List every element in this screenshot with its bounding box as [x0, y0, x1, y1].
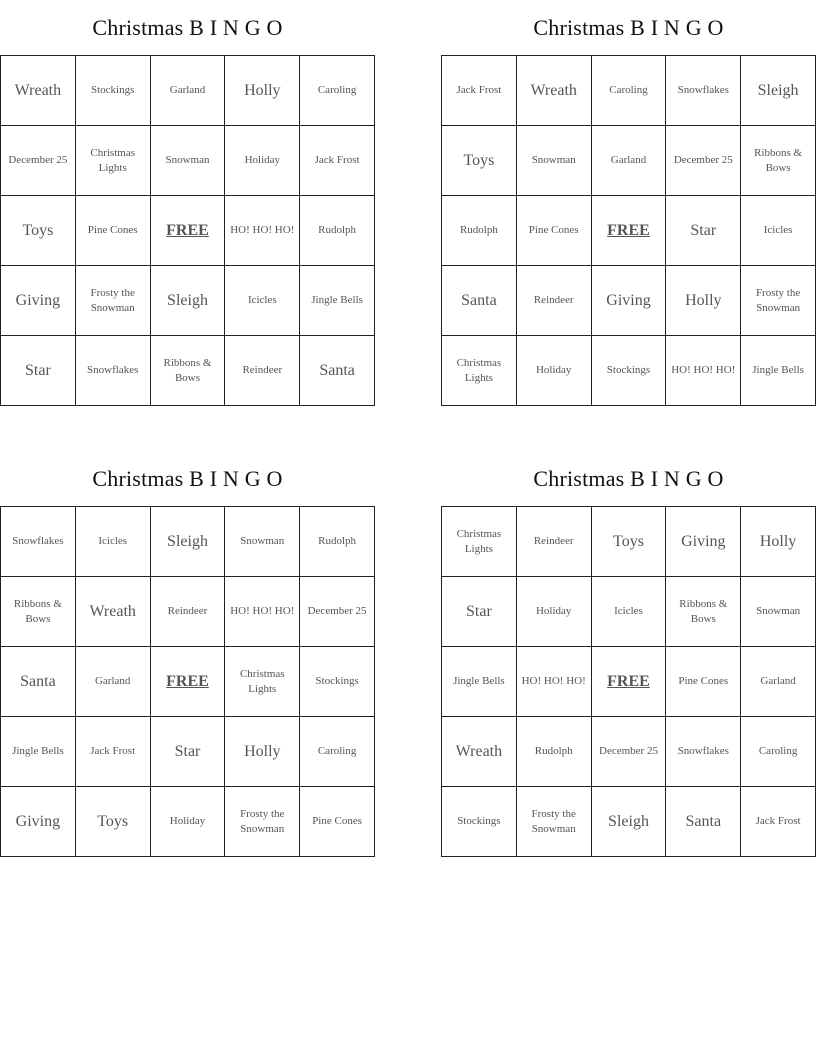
bingo-cell: Ribbons & Bows — [150, 336, 225, 406]
bingo-grid — [0, 55, 375, 406]
bingo-cell: Stockings — [300, 647, 375, 717]
bingo-cell: Stockings — [75, 56, 150, 126]
free-space: FREE — [591, 196, 666, 266]
bingo-cell: HO! HO! HO! — [225, 577, 300, 647]
bingo-cell: Frosty the Snowman — [516, 787, 591, 857]
bingo-row — [442, 336, 816, 406]
bingo-cell: Sleigh — [150, 507, 225, 577]
bingo-cell: Reindeer — [516, 266, 591, 336]
bingo-card-3 — [0, 451, 375, 835]
bingo-row — [442, 126, 816, 196]
bingo-cell: Santa — [442, 266, 517, 336]
bingo-cell: Jack Frost — [741, 787, 816, 857]
bingo-cell: Holiday — [150, 787, 225, 857]
bingo-cell: Reindeer — [150, 577, 225, 647]
bingo-cell: Snowflakes — [666, 56, 741, 126]
bingo-grid — [0, 506, 375, 857]
bingo-cell: Pine Cones — [75, 196, 150, 266]
bingo-card-2 — [441, 0, 816, 384]
bingo-cell: Garland — [75, 647, 150, 717]
bingo-cell: Toys — [591, 507, 666, 577]
bingo-row — [442, 56, 816, 126]
bingo-cell: Star — [442, 577, 517, 647]
bingo-cell: Sleigh — [591, 787, 666, 857]
card-title: Christmas B I N G O — [533, 466, 724, 491]
bingo-cell: Rudolph — [442, 196, 517, 266]
bingo-cell: Rudolph — [300, 507, 375, 577]
bingo-cell: Wreath — [1, 56, 76, 126]
bingo-cell: Pine Cones — [666, 647, 741, 717]
bingo-row — [1, 717, 375, 787]
bingo-cell: Snowman — [150, 126, 225, 196]
free-space: FREE — [591, 647, 666, 717]
bingo-cell: December 25 — [300, 577, 375, 647]
bingo-cell: Holiday — [225, 126, 300, 196]
bingo-cell: Jack Frost — [442, 56, 517, 126]
free-space: FREE — [150, 647, 225, 717]
bingo-cell: Star — [150, 717, 225, 787]
bingo-cell: Wreath — [75, 577, 150, 647]
card-title: Christmas B I N G O — [92, 15, 283, 40]
bingo-row — [442, 717, 816, 787]
bingo-row — [1, 56, 375, 126]
bingo-cell: Caroling — [300, 717, 375, 787]
bingo-cell: Caroling — [741, 717, 816, 787]
bingo-cell: Giving — [1, 266, 76, 336]
bingo-cell: Icicles — [75, 507, 150, 577]
bingo-cell: Ribbons & Bows — [741, 126, 816, 196]
bingo-cell: Rudolph — [300, 196, 375, 266]
bingo-cell: Reindeer — [516, 507, 591, 577]
bingo-cell: Icicles — [591, 577, 666, 647]
bingo-cell: Jingle Bells — [1, 717, 76, 787]
bingo-row — [1, 577, 375, 647]
bingo-grid — [441, 506, 816, 857]
bingo-cell: Frosty the Snowman — [75, 266, 150, 336]
bingo-cell: Santa — [300, 336, 375, 406]
bingo-cell: Wreath — [516, 56, 591, 126]
bingo-cell: Holiday — [516, 336, 591, 406]
bingo-cell: Christmas Lights — [442, 336, 517, 406]
bingo-cell: Star — [666, 196, 741, 266]
bingo-cell: Stockings — [591, 336, 666, 406]
bingo-cell: Snowflakes — [1, 507, 76, 577]
bingo-cell: Sleigh — [741, 56, 816, 126]
bingo-cell: December 25 — [1, 126, 76, 196]
bingo-table — [441, 55, 816, 406]
bingo-cell: Frosty the Snowman — [741, 266, 816, 336]
bingo-row — [442, 787, 816, 857]
bingo-cell: Frosty the Snowman — [225, 787, 300, 857]
bingo-cell: Garland — [150, 56, 225, 126]
bingo-cell: Ribbons & Bows — [666, 577, 741, 647]
bingo-cell: Sleigh — [150, 266, 225, 336]
bingo-card-1 — [0, 0, 375, 384]
bingo-cell: Santa — [1, 647, 76, 717]
bingo-grid — [441, 55, 816, 406]
bingo-table — [0, 55, 375, 406]
bingo-cell: Santa — [666, 787, 741, 857]
bingo-table — [0, 506, 375, 857]
bingo-cell: HO! HO! HO! — [666, 336, 741, 406]
bingo-cell: Snowflakes — [666, 717, 741, 787]
bingo-cell: Pine Cones — [516, 196, 591, 266]
bingo-cell: Holly — [666, 266, 741, 336]
bingo-cell: Snowman — [741, 577, 816, 647]
bingo-cell: Giving — [1, 787, 76, 857]
bingo-cell: Garland — [591, 126, 666, 196]
bingo-cell: Star — [1, 336, 76, 406]
bingo-cell: December 25 — [666, 126, 741, 196]
bingo-cell: Wreath — [442, 717, 517, 787]
bingo-cell: Stockings — [442, 787, 517, 857]
bingo-row — [442, 196, 816, 266]
bingo-cell: Caroling — [300, 56, 375, 126]
free-space: FREE — [150, 196, 225, 266]
bingo-cell: Pine Cones — [300, 787, 375, 857]
bingo-row — [442, 507, 816, 577]
bingo-cell: Snowflakes — [75, 336, 150, 406]
bingo-row — [442, 647, 816, 717]
bingo-cell: Christmas Lights — [75, 126, 150, 196]
bingo-cell: Jack Frost — [300, 126, 375, 196]
bingo-cell: Garland — [741, 647, 816, 717]
bingo-cell: Toys — [1, 196, 76, 266]
bingo-cell: Giving — [666, 507, 741, 577]
bingo-cell: December 25 — [591, 717, 666, 787]
bingo-row — [1, 507, 375, 577]
bingo-cell: Holly — [225, 717, 300, 787]
bingo-cell: Jack Frost — [75, 717, 150, 787]
bingo-cell: Jingle Bells — [442, 647, 517, 717]
card-title: Christmas B I N G O — [533, 15, 724, 40]
bingo-row — [1, 126, 375, 196]
bingo-cell: Icicles — [225, 266, 300, 336]
bingo-cell: Toys — [75, 787, 150, 857]
bingo-cell: Giving — [591, 266, 666, 336]
bingo-row — [1, 647, 375, 717]
bingo-cell: HO! HO! HO! — [225, 196, 300, 266]
bingo-row — [1, 196, 375, 266]
bingo-cell: Holly — [741, 507, 816, 577]
bingo-row — [1, 787, 375, 857]
bingo-row — [442, 577, 816, 647]
bingo-cell: Christmas Lights — [225, 647, 300, 717]
bingo-cell: Caroling — [591, 56, 666, 126]
bingo-cell: Snowman — [225, 507, 300, 577]
bingo-cell: Ribbons & Bows — [1, 577, 76, 647]
bingo-cell: Rudolph — [516, 717, 591, 787]
bingo-cell: Snowman — [516, 126, 591, 196]
bingo-cell: Toys — [442, 126, 517, 196]
bingo-row — [442, 266, 816, 336]
bingo-card-4 — [441, 451, 816, 835]
bingo-cell: HO! HO! HO! — [516, 647, 591, 717]
bingo-cell: Icicles — [741, 196, 816, 266]
bingo-row — [1, 336, 375, 406]
bingo-table — [441, 506, 816, 857]
bingo-cell: Holiday — [516, 577, 591, 647]
bingo-cell: Jingle Bells — [300, 266, 375, 336]
bingo-cell: Holly — [225, 56, 300, 126]
bingo-cell: Christmas Lights — [442, 507, 517, 577]
bingo-cell: Reindeer — [225, 336, 300, 406]
card-title: Christmas B I N G O — [92, 466, 283, 491]
bingo-row — [1, 266, 375, 336]
bingo-cell: Jingle Bells — [741, 336, 816, 406]
